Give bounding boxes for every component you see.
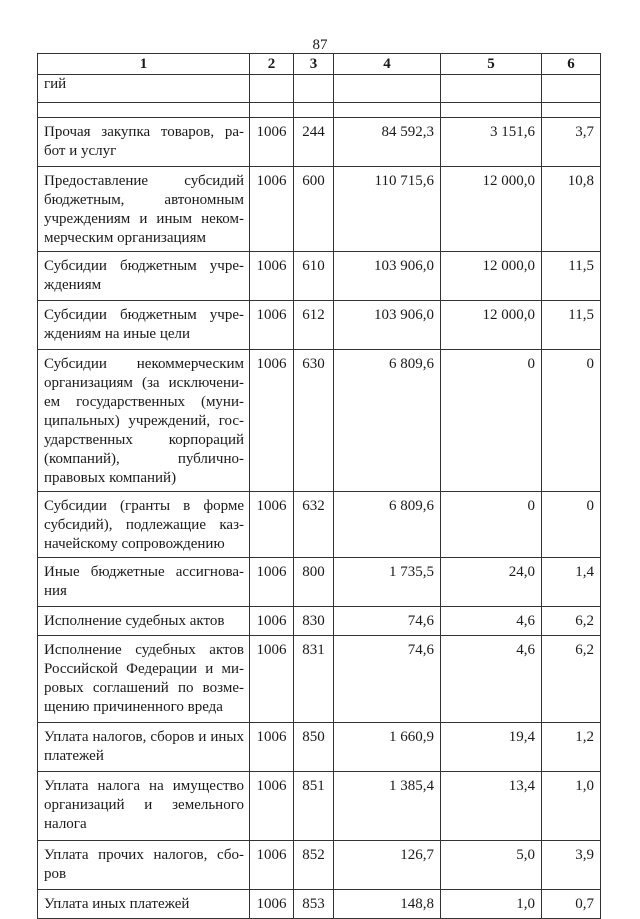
expense-type-cell: 610 — [294, 252, 334, 301]
percent-cell: 6,2 — [542, 607, 601, 636]
table-row — [38, 636, 601, 723]
table-row — [38, 607, 601, 636]
percent-cell: 0,7 — [542, 890, 601, 919]
row-name-cell: Иные бюджетные ассигнова-ния — [38, 558, 250, 607]
section-code-cell: 1006 — [250, 118, 294, 167]
expense-type-cell: 630 — [294, 350, 334, 492]
row-name-cell: Субсидии некоммерческим организациям (за исключени-ем государственных (муни-ципальных) учреждений, гос-ударственных корпораций (компаний), публично-правовых компаний) — [38, 350, 250, 492]
row-name-cell: Субсидии бюджетным учре-ждениям на иные цели — [38, 301, 250, 350]
amount-cell: 1 385,4 — [334, 772, 441, 841]
expense-type-cell: 800 — [294, 558, 334, 607]
table-row — [38, 301, 601, 350]
row-name-cell: Уплата налогов, сборов и иных платежей — [38, 723, 250, 772]
table-row-spacer — [38, 103, 601, 118]
table-row — [38, 558, 601, 607]
row-name-cell: Уплата налога на имущество организаций и земельного налога — [38, 772, 250, 841]
row-name-cell: Уплата прочих налогов, сбо-ров — [38, 841, 250, 890]
percent-cell: 1,0 — [542, 772, 601, 841]
expense-type-cell: 600 — [294, 167, 334, 252]
expense-type-cell: 850 — [294, 723, 334, 772]
executed-cell: 4,6 — [441, 607, 542, 636]
percent-cell: 10,8 — [542, 167, 601, 252]
table-row — [38, 252, 601, 301]
executed-cell: 5,0 — [441, 841, 542, 890]
table-row — [38, 492, 601, 558]
table-row — [38, 118, 601, 167]
table-row — [38, 723, 601, 772]
section-code-cell: 1006 — [250, 772, 294, 841]
executed-cell: 3 151,6 — [441, 118, 542, 167]
executed-cell: 1,0 — [441, 890, 542, 919]
row-name-cell: Субсидии бюджетным учре-ждениям — [38, 252, 250, 301]
executed-cell: 12 000,0 — [441, 301, 542, 350]
section-code-cell: 1006 — [250, 723, 294, 772]
table-row — [38, 841, 601, 890]
page-number: 87 — [312, 37, 328, 53]
percent-cell: 0 — [542, 350, 601, 492]
row-name-cell: Исполнение судебных актов — [38, 607, 250, 636]
amount-cell: 74,6 — [334, 607, 441, 636]
executed-cell: 24,0 — [441, 558, 542, 607]
executed-cell: 12 000,0 — [441, 252, 542, 301]
budget-table — [37, 53, 601, 919]
amount-cell: 103 906,0 — [334, 301, 441, 350]
header-col-2: 2 — [250, 54, 294, 75]
row-name-cell: Уплата иных платежей — [38, 890, 250, 919]
expense-type-cell: 632 — [294, 492, 334, 558]
header-col-4: 4 — [334, 54, 441, 75]
table-row — [38, 772, 601, 841]
row-name-cell: Прочая закупка товаров, ра-бот и услуг — [38, 118, 250, 167]
section-code-cell: 1006 — [250, 558, 294, 607]
section-code-cell: 1006 — [250, 167, 294, 252]
table-row — [38, 167, 601, 252]
amount-cell: 74,6 — [334, 636, 441, 723]
amount-cell: 6 809,6 — [334, 350, 441, 492]
expense-type-cell: 831 — [294, 636, 334, 723]
percent-cell: 6,2 — [542, 636, 601, 723]
section-code-cell: 1006 — [250, 890, 294, 919]
executed-cell: 0 — [441, 350, 542, 492]
header-col-5: 5 — [441, 54, 542, 75]
section-code-cell: 1006 — [250, 607, 294, 636]
percent-cell: 0 — [542, 492, 601, 558]
row-name-cell: гий — [38, 75, 250, 103]
expense-type-cell: 851 — [294, 772, 334, 841]
table-row — [38, 350, 601, 492]
table-row-continuation — [38, 75, 601, 103]
row-name-cell: Предоставление субсидий бюджетным, автономным учреждениям и иным неком-мерческим организациям — [38, 167, 250, 252]
executed-cell: 13,4 — [441, 772, 542, 841]
percent-cell: 11,5 — [542, 301, 601, 350]
section-code-cell: 1006 — [250, 841, 294, 890]
section-code-cell: 1006 — [250, 350, 294, 492]
expense-type-cell: 830 — [294, 607, 334, 636]
row-name-cell: Субсидии (гранты в форме субсидий), подлежащие каз-начейскому сопровождению — [38, 492, 250, 558]
expense-type-cell: 244 — [294, 118, 334, 167]
expense-type-cell: 852 — [294, 841, 334, 890]
amount-cell: 148,8 — [334, 890, 441, 919]
percent-cell: 1,2 — [542, 723, 601, 772]
percent-cell: 11,5 — [542, 252, 601, 301]
percent-cell: 1,4 — [542, 558, 601, 607]
row-name-cell: Исполнение судебных актов Российской Федерации и ми-ровых соглашений по возме-щению причиненного вреда — [38, 636, 250, 723]
executed-cell: 0 — [441, 492, 542, 558]
amount-cell: 1 660,9 — [334, 723, 441, 772]
section-code-cell: 1006 — [250, 492, 294, 558]
header-col-6: 6 — [542, 54, 601, 75]
amount-cell: 126,7 — [334, 841, 441, 890]
header-row — [38, 54, 601, 75]
amount-cell: 84 592,3 — [334, 118, 441, 167]
section-code-cell: 1006 — [250, 636, 294, 723]
executed-cell: 4,6 — [441, 636, 542, 723]
executed-cell: 12 000,0 — [441, 167, 542, 252]
percent-cell: 3,7 — [542, 118, 601, 167]
executed-cell: 19,4 — [441, 723, 542, 772]
expense-type-cell: 853 — [294, 890, 334, 919]
percent-cell: 3,9 — [542, 841, 601, 890]
section-code-cell: 1006 — [250, 252, 294, 301]
header-col-3: 3 — [294, 54, 334, 75]
amount-cell: 6 809,6 — [334, 492, 441, 558]
amount-cell: 110 715,6 — [334, 167, 441, 252]
header-col-1: 1 — [38, 54, 250, 75]
expense-type-cell: 612 — [294, 301, 334, 350]
amount-cell: 103 906,0 — [334, 252, 441, 301]
section-code-cell: 1006 — [250, 301, 294, 350]
table-row — [38, 890, 601, 919]
amount-cell: 1 735,5 — [334, 558, 441, 607]
